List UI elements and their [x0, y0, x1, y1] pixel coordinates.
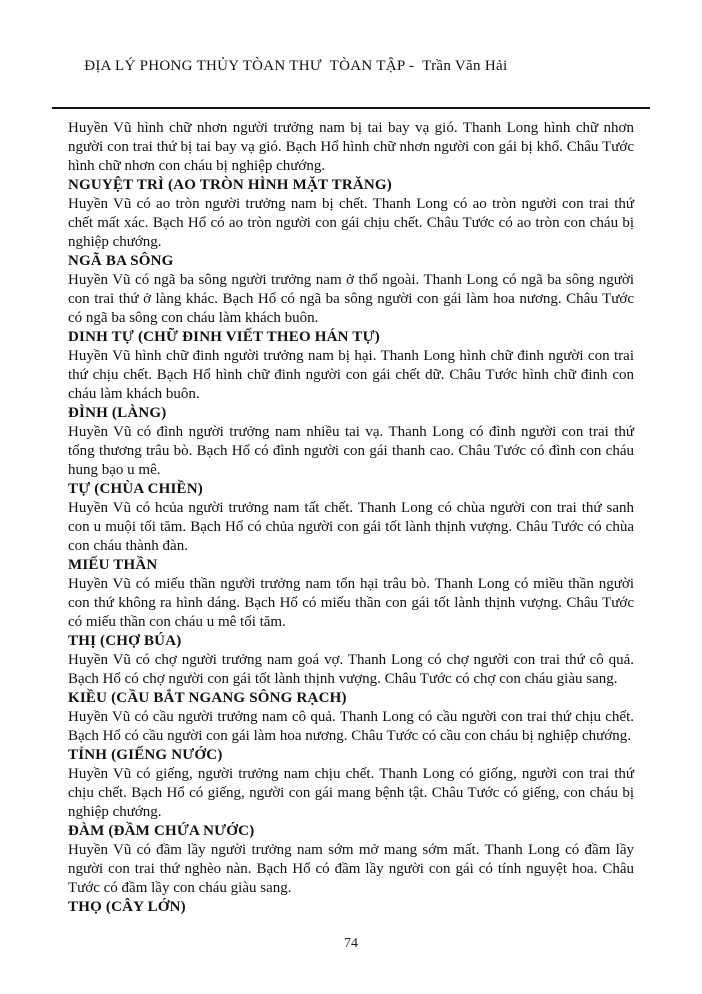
intro-paragraph: Huyền Vũ hình chữ nhơn người trưởng nam bị tai bay vạ gió. Thanh Long hình chữ nhơn người con trai thứ bị tai bay vạ gió. Bạch Hổ hình chữ nhơn người con gái bị khổ. Châu Tước hình chữ nhơn con cháu bị nghiệp chướng.: [68, 120, 634, 174]
section-body: Huyền Vũ có ao tròn người trưởng nam bị chết. Thanh Long có ao tròn người con trai thứ chết mất xác. Bạch Hổ có ao tròn người con gái chịu chết. Châu Tước có ao tròn con cháu bị nghiệp chướng.: [68, 196, 634, 250]
page-number: 74: [344, 936, 358, 951]
sections-list: [68, 176, 634, 917]
section-heading: NGÃ BA SÔNG: [68, 253, 174, 269]
section-body: Huyền Vũ có ngã ba sông người trưởng nam ở thổ ngoài. Thanh Long có ngã ba sông người con trai thứ ở làng khác. Bạch Hổ có ngã ba sông người con gái làm hoa nương. Châu Tước có ngã ba sông con cháu làm khách buôn.: [68, 272, 634, 326]
section-heading: THỊ (CHỢ BÚA): [68, 633, 182, 649]
section-heading: ĐÌNH (LÀNG): [68, 405, 167, 421]
section-body: Huyền Vũ có hcủa người trưởng nam tất chết. Thanh Long có chùa người con trai thứ sanh con u muội tối tăm. Bạch Hổ có chủa người con gái tốt lành thịnh vượng. Châu Tước có chùa con cháu thành đàn.: [68, 500, 634, 554]
section-body: Huyền Vũ hình chữ đinh người trưởng nam bị hại. Thanh Long hình chữ đinh người con trai thứ chịu chết. Bạch Hổ hình chữ đinh người con gái chết dữ. Châu Tước hình chữ đinh con cháu làm khách buôn.: [68, 348, 634, 402]
section-heading: NGUYỆT TRÌ (AO TRÒN HÌNH MẶT TRĂNG): [68, 177, 392, 193]
section-heading: TỈNH (GIẾNG NƯỚC): [68, 747, 223, 763]
section-heading: TỰ (CHÙA CHIỀN): [68, 481, 203, 497]
section-heading: KIỀU (CẦU BẮT NGANG SÔNG RẠCH): [68, 690, 347, 706]
section-body: Huyền Vũ có giếng, người trưởng nam chịu chết. Thanh Long có giống, người con trai thứ chịu chết. Bạch Hổ có giếng, người con gái mang bệnh tật. Châu Tước có giếng, con cháu bị nghiệp chướng.: [68, 766, 634, 820]
section-heading: ĐÀM (ĐẦM CHỨA NƯỚC): [68, 823, 255, 839]
section-heading: DINH TỰ (CHỮ ĐINH VIẾT THEO HÁN TỰ): [68, 329, 380, 345]
section-body: Huyền Vũ có đầm lầy người trưởng nam sớm mở mang sớm mất. Thanh Long có đầm lầy người con trai thứ nghèo nàn. Bạch Hổ có đầm lầy người con gái có tính nguyệt hoa. Châu Tước có đầm lầy con cháu giàu sang.: [68, 842, 634, 896]
page-content: [68, 119, 634, 917]
section-heading: THỌ (CÂY LỚN): [68, 899, 186, 915]
section-heading: MIẾU THẦN: [68, 557, 158, 573]
section-body: Huyền Vũ có chợ người trưởng nam goá vợ. Thanh Long có chợ người con trai thứ cô quả. Bạch Hổ có chợ người con gái tốt lành thịnh vượng. Châu Tước có chợ con cháu giàu sang.: [68, 652, 634, 687]
page-footer: [0, 936, 702, 952]
section-body: Huyền Vũ có miếu thần người trưởng nam tổn hại trâu bò. Thanh Long có miều thần người con thứ không ra hình dáng. Bạch Hổ có miếu thần con gái tốt lành thịnh vượng. Châu Tước có miếu thần con cháu u mê tối tăm.: [68, 576, 634, 630]
page-header: [52, 36, 650, 96]
section-body: Huyền Vũ có cầu người trưởng nam cô quả. Thanh Long có cầu người con trai thứ chịu chết. Bạch Hổ có cầu người con gái làm hoa nương. Châu Tước có cầu con cháu bị nghiệp chướng.: [68, 709, 634, 744]
header-rule: [52, 107, 650, 109]
running-header-title: ĐỊA LÝ PHONG THỦY TÒAN THƯ TÒAN TẬP - Trần Văn Hải: [84, 58, 508, 74]
section-body: Huyền Vũ có đình người trưởng nam nhiều tai vạ. Thanh Long có đình người con trai thứ tổng thương trâu bò. Bạch Hổ có đình người con gái thanh cao. Châu Tước có đình con cháu hung bạo u mê.: [68, 424, 634, 478]
